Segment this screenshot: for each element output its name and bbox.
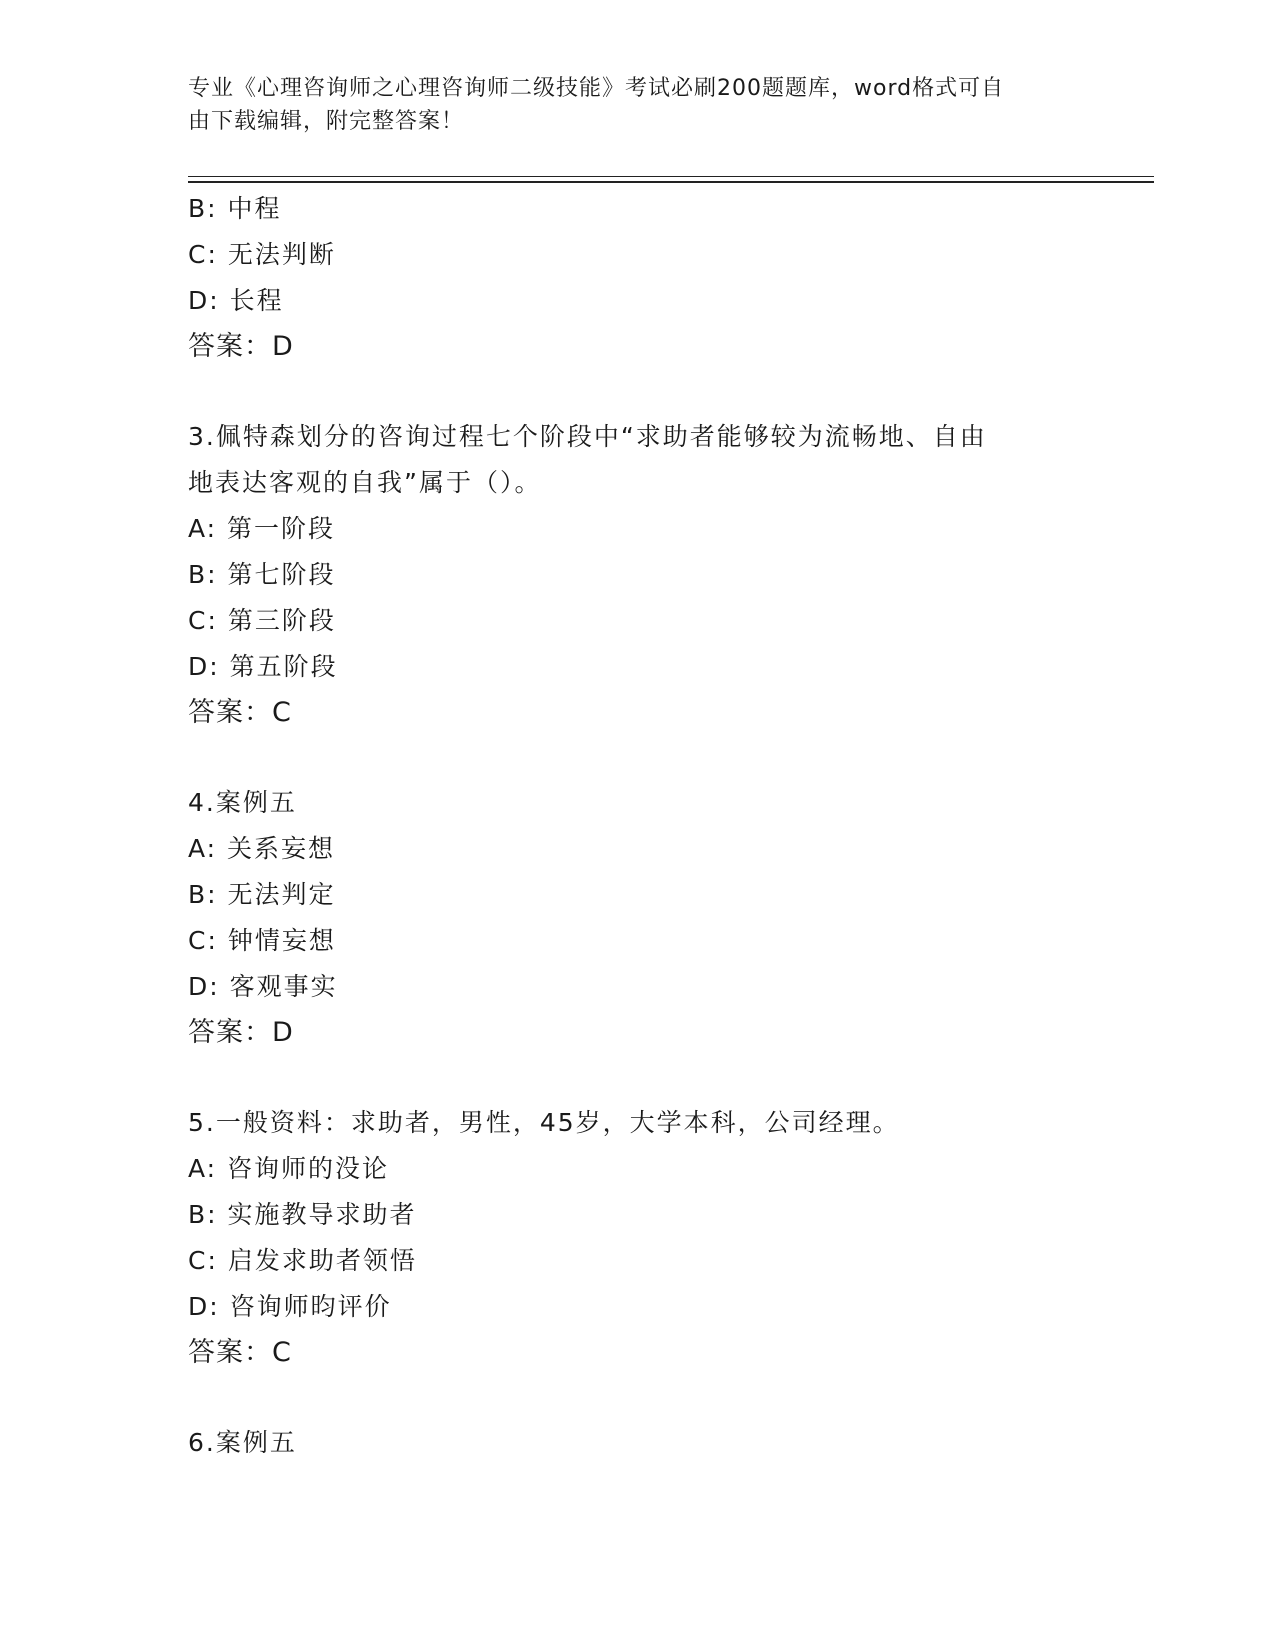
option-text: 钟情妄想 bbox=[227, 926, 336, 955]
option-label: C: bbox=[188, 926, 218, 955]
question-5 bbox=[188, 1100, 1088, 1376]
option-label: D: bbox=[188, 972, 220, 1001]
answer: 答案：C bbox=[188, 1337, 292, 1368]
question-stem: 4.案例五 bbox=[188, 788, 297, 817]
answer: 答案：C bbox=[188, 697, 292, 728]
option-d bbox=[188, 964, 1088, 1010]
continued-question bbox=[188, 186, 1088, 370]
option-text: 无法判断 bbox=[227, 240, 336, 269]
question-stem: 地表达客观的自我”属于（）。 bbox=[188, 468, 542, 497]
question-3 bbox=[188, 414, 1088, 736]
option-label: B: bbox=[188, 1200, 218, 1229]
option-text: 第三阶段 bbox=[227, 606, 336, 635]
option-b bbox=[188, 552, 1088, 598]
question-stem: 3.佩特森划分的咨询过程七个阶段中“求助者能够较为流畅地、自由 bbox=[188, 422, 987, 451]
option-text: 咨询师的没论 bbox=[227, 1154, 390, 1183]
option-text: 咨询师昀评价 bbox=[229, 1292, 392, 1321]
option-text: 实施教导求助者 bbox=[227, 1200, 417, 1229]
option-c bbox=[188, 232, 1088, 278]
header-line-1: 专业《心理咨询师之心理咨询师二级技能》考试必刷200题题库，word格式可自 bbox=[188, 76, 1005, 101]
question-stem: 5.一般资料：求助者，男性，45岁，大学本科，公司经理。 bbox=[188, 1108, 900, 1137]
option-a bbox=[188, 506, 1088, 552]
option-text: 长程 bbox=[229, 286, 284, 315]
question-list bbox=[188, 186, 1088, 1466]
option-text: 第五阶段 bbox=[229, 652, 338, 681]
option-label: B: bbox=[188, 880, 218, 909]
header-line-2: 由下载编辑，附完整答案！ bbox=[188, 109, 465, 134]
option-d bbox=[188, 278, 1088, 324]
option-d bbox=[188, 644, 1088, 690]
option-label: A: bbox=[188, 1154, 218, 1183]
option-label: D: bbox=[188, 1292, 220, 1321]
option-text: 中程 bbox=[227, 194, 282, 223]
option-text: 客观事实 bbox=[229, 972, 338, 1001]
question-6 bbox=[188, 1420, 1088, 1466]
option-text: 启发求助者领悟 bbox=[227, 1246, 417, 1275]
option-label: D: bbox=[188, 286, 220, 315]
option-a bbox=[188, 1146, 1088, 1192]
option-label: C: bbox=[188, 1246, 218, 1275]
option-text: 无法判定 bbox=[227, 880, 336, 909]
option-label: B: bbox=[188, 194, 218, 223]
option-c bbox=[188, 1238, 1088, 1284]
option-a bbox=[188, 826, 1088, 872]
header-divider-thick bbox=[188, 181, 1154, 183]
question-4 bbox=[188, 780, 1088, 1056]
option-label: A: bbox=[188, 514, 218, 543]
option-b bbox=[188, 872, 1088, 918]
option-label: C: bbox=[188, 240, 218, 269]
option-label: D: bbox=[188, 652, 220, 681]
option-text: 第一阶段 bbox=[227, 514, 336, 543]
option-label: C: bbox=[188, 606, 218, 635]
answer: 答案：D bbox=[188, 1017, 294, 1048]
option-c bbox=[188, 918, 1088, 964]
option-c bbox=[188, 598, 1088, 644]
option-label: A: bbox=[188, 834, 218, 863]
document-header bbox=[188, 72, 1068, 138]
answer: 答案：D bbox=[188, 331, 294, 362]
header-divider-thin bbox=[188, 176, 1154, 177]
option-text: 第七阶段 bbox=[227, 560, 336, 589]
option-b bbox=[188, 1192, 1088, 1238]
option-text: 关系妄想 bbox=[227, 834, 336, 863]
option-b bbox=[188, 186, 1088, 232]
option-label: B: bbox=[188, 560, 218, 589]
question-stem: 6.案例五 bbox=[188, 1428, 297, 1457]
option-d bbox=[188, 1284, 1088, 1330]
